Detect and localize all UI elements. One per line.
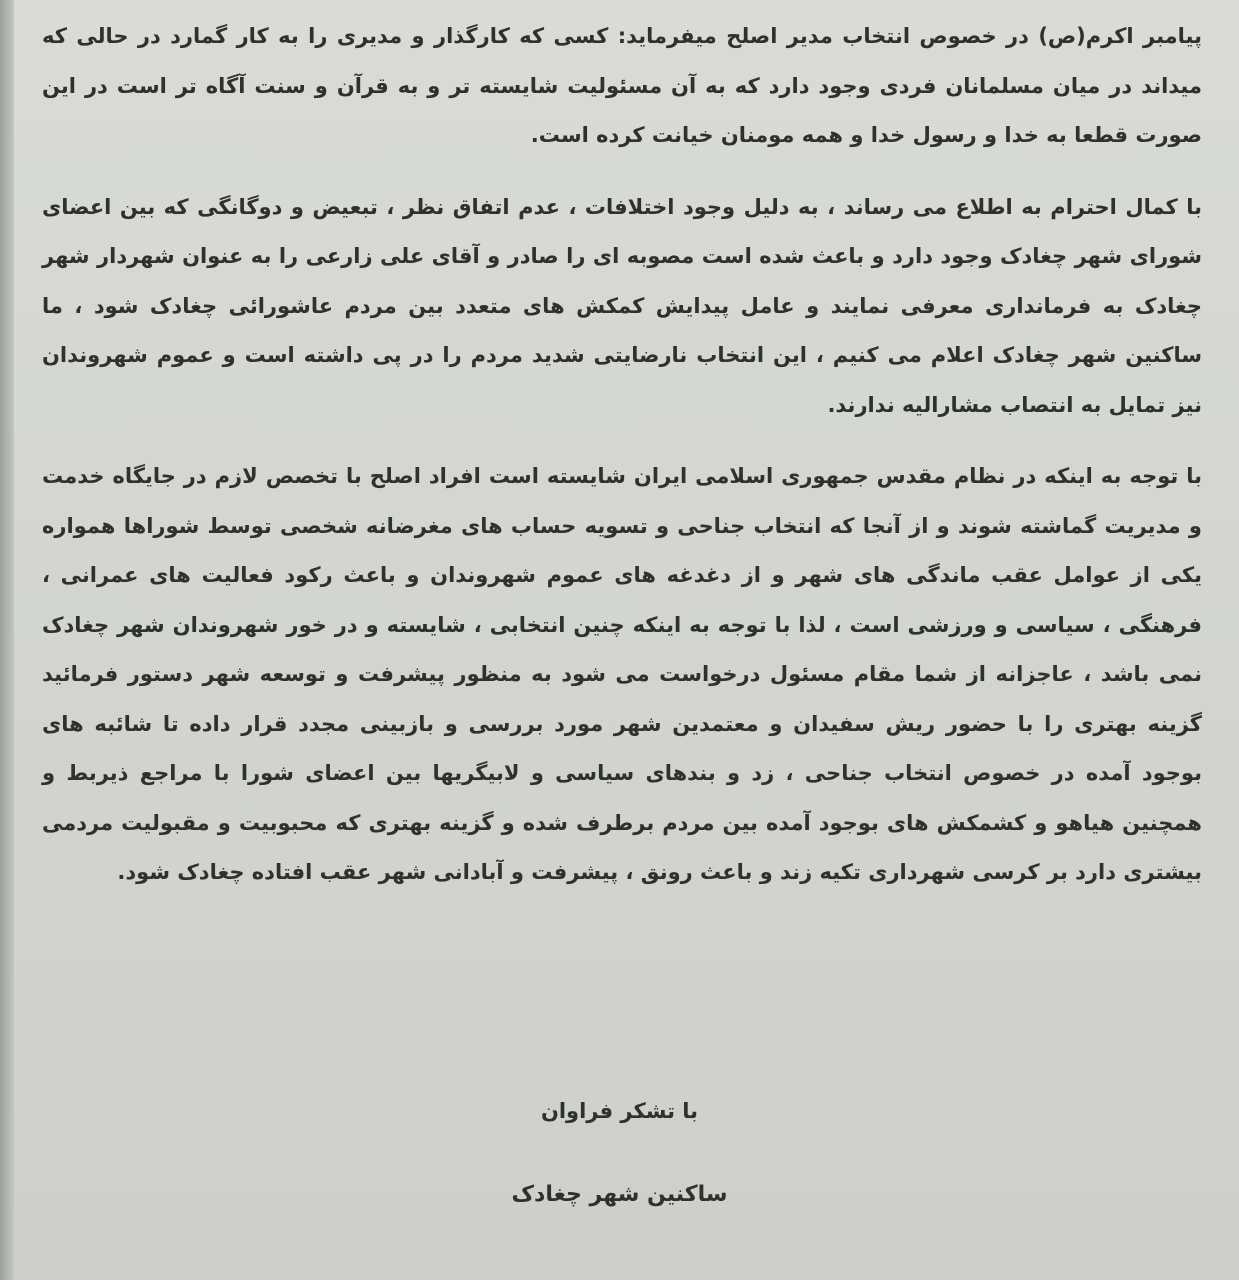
signature: ساکنین شهر چغادک bbox=[511, 1182, 728, 1207]
letter-body bbox=[42, 12, 1202, 920]
paragraph-request: با توجه به اینکه در نظام مقدس جمهوری اسلامی ایران شایسته است افراد اصلح با تخصص لازم در جایگاه خدمت و مدیریت گماشته شوند و از آنجا که انتخاب جناحی و تسویه حساب های مغرضانه شخصی توسط شوراها همواره یکی از عوامل عقب ماندگی های شهر و از دغدغه های عموم شهروندان و باعث رکود فعالیت های عمرانی ، فرهنگی ، سیاسی و ورزشی است ، لذا با توجه به اینکه چنین انتخابی ، شایسته و در خور شهروندان شهر چغادک نمی باشد ، عاجزانه از شما مقام مسئول درخواست می شود به منظور پیشرفت و توسعه شهر دستور فرمائید گزینه بهتری را با حضور ریش سفیدان و معتمدین شهر مورد بررسی و بازبینی مجدد قرار داده تا شائبه های بوجود آمده در خصوص انتخاب جناحی ، زد و بندهای سیاسی و لابیگریها بین اعضای شورا با مراجع ذیربط و همچنین هیاهو و کشمکش های بوجود آمده بین مردم برطرف شده و گزینه بهتری که محبوبیت و مقبولیت مردمی بیشتری دارد بر کرسی شهرداری تکیه زند و باعث رونق ، پیشرفت و آبادانی شهر عقب افتاده چغادک شود. bbox=[42, 464, 1202, 884]
paragraph-hadith: پیامبر اکرم(ص) در خصوص انتخاب مدیر اصلح میفرماید: کسی که کارگذار و مدیری را به کار گمارد در حالی که میداند در میان مسلمانان فردی وجود دارد که به آن مسئولیت شایسته تر و به قرآن و سنت آگاه تر است در این صورت قطعا به خدا و رسول خدا و همه مومنان خیانت کرده است. bbox=[42, 24, 1202, 147]
paragraph-objection: با کمال احترام به اطلاع می رساند ، به دلیل وجود اختلافات ، عدم اتفاق نظر ، تبعیض و دوگانگی که بین اعضای شورای شهر چغادک وجود دارد و باعث شده است مصوبه ای را صادر و آقای علی زارعی را به عنوان شهردار شهر چغادک به فرمانداری معرفی نمایند و عامل پیدایش کمکش های متعدد بین مردم عاشورائی چغادک شود ، ما ساکنین شهر چغادک اعلام می کنیم ، این انتخاب نارضایتی شدید مردم را در پی داشته است و عموم شهروندان نیز تمایل به انتصاب مشارالیه ندارند. bbox=[42, 194, 1202, 417]
page-edge-shadow bbox=[0, 0, 14, 1280]
closing-thanks: با تشکر فراوان bbox=[540, 1099, 699, 1123]
